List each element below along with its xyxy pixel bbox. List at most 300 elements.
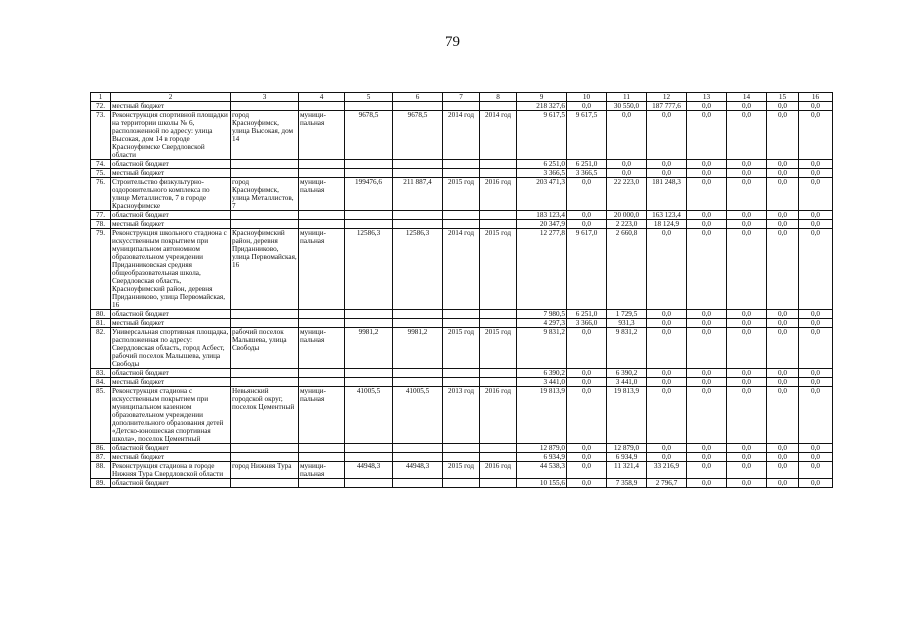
- col-header: 16: [799, 93, 833, 102]
- table-row: [91, 102, 833, 111]
- row-year-2014: 0,0: [567, 211, 607, 220]
- row-name: областной бюджет: [111, 211, 231, 220]
- row-cost: 9678,5: [393, 111, 443, 160]
- row-year-2019: 0,0: [767, 444, 799, 453]
- row-ownership: [299, 369, 345, 378]
- row-ownership: [299, 211, 345, 220]
- row-ownership: муници-пальная: [299, 229, 345, 310]
- table-row: [91, 369, 833, 378]
- row-year-2019: 0,0: [767, 310, 799, 319]
- row-cost: 12586,3: [393, 229, 443, 310]
- table-row: [91, 444, 833, 453]
- row-year-2017: 0,0: [687, 369, 727, 378]
- row-year-2019: 0,0: [767, 169, 799, 178]
- row-year-2020: 0,0: [799, 220, 833, 229]
- table-row: [91, 378, 833, 387]
- row-estimate: [345, 369, 393, 378]
- row-year-2020: 0,0: [799, 310, 833, 319]
- row-year-2017: 0,0: [687, 220, 727, 229]
- row-year-2018: 0,0: [727, 160, 767, 169]
- row-year-2020: 0,0: [799, 211, 833, 220]
- row-year-2017: 0,0: [687, 111, 727, 160]
- row-year-2018: 0,0: [727, 169, 767, 178]
- row-year-2016: 18 124,9: [647, 220, 687, 229]
- row-end-year: [480, 211, 517, 220]
- row-start-year: [443, 211, 480, 220]
- row-year-2020: 0,0: [799, 444, 833, 453]
- row-location: [231, 102, 299, 111]
- row-start-year: 2014 год: [443, 229, 480, 310]
- row-year-2014: 0,0: [567, 444, 607, 453]
- row-ownership: [299, 479, 345, 488]
- row-year-2018: 0,0: [727, 369, 767, 378]
- row-total: 12 879,0: [517, 444, 567, 453]
- row-location: [231, 319, 299, 328]
- row-year-2016: 0,0: [647, 378, 687, 387]
- row-end-year: 2016 год: [480, 178, 517, 211]
- row-estimate: 41005,5: [345, 387, 393, 444]
- row-year-2019: 0,0: [767, 453, 799, 462]
- row-year-2019: 0,0: [767, 387, 799, 444]
- row-year-2016: 33 216,9: [647, 462, 687, 479]
- row-cost: 211 887,4: [393, 178, 443, 211]
- row-year-2014: 0,0: [567, 328, 607, 369]
- col-header: 9: [517, 93, 567, 102]
- row-ownership: [299, 444, 345, 453]
- row-ownership: [299, 160, 345, 169]
- row-cost: [393, 160, 443, 169]
- row-year-2015: 0,0: [607, 160, 647, 169]
- row-total: 183 123,4: [517, 211, 567, 220]
- row-ownership: муници-пальная: [299, 462, 345, 479]
- row-year-2020: 0,0: [799, 328, 833, 369]
- row-year-2018: 0,0: [727, 378, 767, 387]
- row-total: 3 441,0: [517, 378, 567, 387]
- row-estimate: [345, 319, 393, 328]
- row-year-2014: 3 366,0: [567, 319, 607, 328]
- row-start-year: 2015 год: [443, 328, 480, 369]
- row-year-2018: 0,0: [727, 220, 767, 229]
- row-location: [231, 479, 299, 488]
- row-start-year: [443, 444, 480, 453]
- col-header: 15: [767, 93, 799, 102]
- row-year-2015: 7 358,9: [607, 479, 647, 488]
- row-year-2019: 0,0: [767, 319, 799, 328]
- row-year-2014: 9 617,0: [567, 229, 607, 310]
- row-year-2014: 6 251,0: [567, 160, 607, 169]
- row-end-year: 2016 год: [480, 387, 517, 444]
- row-name: областной бюджет: [111, 479, 231, 488]
- row-year-2020: 0,0: [799, 369, 833, 378]
- row-year-2020: 0,0: [799, 319, 833, 328]
- row-ownership: [299, 378, 345, 387]
- row-year-2015: 19 813,9: [607, 387, 647, 444]
- row-estimate: 12586,3: [345, 229, 393, 310]
- row-estimate: [345, 169, 393, 178]
- table-row: [91, 111, 833, 160]
- col-header: 10: [567, 93, 607, 102]
- row-year-2018: 0,0: [727, 178, 767, 211]
- table-body: [91, 93, 833, 488]
- row-number: 82.: [91, 328, 111, 369]
- row-number: 89.: [91, 479, 111, 488]
- row-location: [231, 169, 299, 178]
- row-year-2017: 0,0: [687, 387, 727, 444]
- row-year-2019: 0,0: [767, 160, 799, 169]
- table-row: [91, 319, 833, 328]
- row-location: [231, 453, 299, 462]
- row-number: 73.: [91, 111, 111, 160]
- row-cost: 9981,2: [393, 328, 443, 369]
- row-end-year: [480, 310, 517, 319]
- row-cost: [393, 220, 443, 229]
- row-name: местный бюджет: [111, 319, 231, 328]
- row-number: 74.: [91, 160, 111, 169]
- row-ownership: муници-пальная: [299, 328, 345, 369]
- row-name: местный бюджет: [111, 169, 231, 178]
- row-total: 218 327,6: [517, 102, 567, 111]
- row-end-year: [480, 479, 517, 488]
- row-year-2016: 0,0: [647, 319, 687, 328]
- row-year-2017: 0,0: [687, 169, 727, 178]
- row-year-2020: 0,0: [799, 102, 833, 111]
- row-start-year: [443, 453, 480, 462]
- row-year-2020: 0,0: [799, 462, 833, 479]
- row-year-2015: 12 879,0: [607, 444, 647, 453]
- row-total: 4 297,3: [517, 319, 567, 328]
- row-year-2019: 0,0: [767, 111, 799, 160]
- row-end-year: [480, 220, 517, 229]
- row-location: рабочий поселок Малышева, улица Свободы: [231, 328, 299, 369]
- row-name: местный бюджет: [111, 102, 231, 111]
- row-year-2018: 0,0: [727, 328, 767, 369]
- row-year-2015: 3 441,0: [607, 378, 647, 387]
- row-start-year: [443, 378, 480, 387]
- row-estimate: 199476,6: [345, 178, 393, 211]
- row-year-2015: 30 550,0: [607, 102, 647, 111]
- row-location: город Красноуфимск, улица Высокая, дом 14: [231, 111, 299, 160]
- row-year-2020: 0,0: [799, 378, 833, 387]
- col-header: 1: [91, 93, 111, 102]
- row-year-2014: 0,0: [567, 387, 607, 444]
- row-year-2016: 0,0: [647, 229, 687, 310]
- row-start-year: [443, 310, 480, 319]
- row-year-2016: 2 796,7: [647, 479, 687, 488]
- row-ownership: муници-пальная: [299, 178, 345, 211]
- row-name: Реконструкция стадиона с искусственным покрытием при муниципальном казенном образовательном учреждении дополнительного образования детей «Детско-юношеская спортивная школа», поселок Цементный: [111, 387, 231, 444]
- table-row: [91, 211, 833, 220]
- row-name: областной бюджет: [111, 444, 231, 453]
- row-year-2020: 0,0: [799, 111, 833, 160]
- col-header: 13: [687, 93, 727, 102]
- table-row: [91, 160, 833, 169]
- row-name: областной бюджет: [111, 310, 231, 319]
- row-total: 19 813,9: [517, 387, 567, 444]
- row-location: [231, 444, 299, 453]
- row-year-2017: 0,0: [687, 102, 727, 111]
- row-end-year: [480, 369, 517, 378]
- row-ownership: [299, 169, 345, 178]
- row-start-year: 2015 год: [443, 462, 480, 479]
- row-end-year: [480, 444, 517, 453]
- row-year-2018: 0,0: [727, 310, 767, 319]
- row-cost: [393, 479, 443, 488]
- row-start-year: [443, 160, 480, 169]
- row-year-2020: 0,0: [799, 387, 833, 444]
- row-end-year: 2016 год: [480, 462, 517, 479]
- row-location: [231, 160, 299, 169]
- row-total: 12 277,8: [517, 229, 567, 310]
- row-year-2014: 0,0: [567, 479, 607, 488]
- row-year-2018: 0,0: [727, 319, 767, 328]
- row-year-2016: 0,0: [647, 328, 687, 369]
- row-year-2015: 11 321,4: [607, 462, 647, 479]
- table-row: [91, 310, 833, 319]
- row-year-2018: 0,0: [727, 229, 767, 310]
- row-year-2020: 0,0: [799, 169, 833, 178]
- row-estimate: [345, 444, 393, 453]
- row-end-year: [480, 378, 517, 387]
- row-year-2017: 0,0: [687, 462, 727, 479]
- row-year-2018: 0,0: [727, 102, 767, 111]
- row-location: город Нижняя Тура: [231, 462, 299, 479]
- table-row: [91, 462, 833, 479]
- col-header: 8: [480, 93, 517, 102]
- row-estimate: [345, 479, 393, 488]
- row-end-year: 2015 год: [480, 328, 517, 369]
- row-estimate: 9678,5: [345, 111, 393, 160]
- row-ownership: [299, 453, 345, 462]
- row-number: 83.: [91, 369, 111, 378]
- row-name: Универсальная спортивная площадка, расположенная по адресу: Свердловская область, город Асбест, рабочий поселок Малышева, улица Свободы: [111, 328, 231, 369]
- row-year-2018: 0,0: [727, 444, 767, 453]
- row-cost: 41005,5: [393, 387, 443, 444]
- row-end-year: [480, 160, 517, 169]
- row-year-2018: 0,0: [727, 111, 767, 160]
- row-number: 75.: [91, 169, 111, 178]
- row-location: [231, 310, 299, 319]
- row-year-2018: 0,0: [727, 211, 767, 220]
- row-start-year: [443, 220, 480, 229]
- row-estimate: [345, 211, 393, 220]
- row-year-2017: 0,0: [687, 229, 727, 310]
- row-year-2020: 0,0: [799, 160, 833, 169]
- row-name: местный бюджет: [111, 378, 231, 387]
- row-name: областной бюджет: [111, 160, 231, 169]
- row-year-2016: 0,0: [647, 453, 687, 462]
- row-number: 86.: [91, 444, 111, 453]
- row-cost: [393, 369, 443, 378]
- row-year-2016: 0,0: [647, 111, 687, 160]
- row-location: Красноуфимский район, деревня Приданниково, улица Первомайская, 16: [231, 229, 299, 310]
- col-header: 11: [607, 93, 647, 102]
- row-total: 6 251,0: [517, 160, 567, 169]
- table-row: [91, 453, 833, 462]
- col-header: 3: [231, 93, 299, 102]
- row-name: Строительство физкультурно-оздоровительного комплекса по улице Металлистов, 7 в городе Красноуфимске: [111, 178, 231, 211]
- row-name: местный бюджет: [111, 220, 231, 229]
- row-ownership: муници-пальная: [299, 387, 345, 444]
- row-year-2017: 0,0: [687, 453, 727, 462]
- row-cost: [393, 102, 443, 111]
- row-year-2014: 9 617,5: [567, 111, 607, 160]
- row-year-2016: 0,0: [647, 369, 687, 378]
- row-total: 20 347,9: [517, 220, 567, 229]
- row-year-2015: 2 660,8: [607, 229, 647, 310]
- row-year-2020: 0,0: [799, 178, 833, 211]
- col-header: 5: [345, 93, 393, 102]
- row-end-year: [480, 169, 517, 178]
- row-year-2014: 3 366,5: [567, 169, 607, 178]
- row-cost: 44948,3: [393, 462, 443, 479]
- row-year-2017: 0,0: [687, 328, 727, 369]
- row-year-2015: 931,3: [607, 319, 647, 328]
- row-number: 81.: [91, 319, 111, 328]
- row-year-2019: 0,0: [767, 479, 799, 488]
- row-year-2014: 0,0: [567, 102, 607, 111]
- row-ownership: [299, 310, 345, 319]
- table-row: [91, 229, 833, 310]
- row-number: 78.: [91, 220, 111, 229]
- col-header: 14: [727, 93, 767, 102]
- row-year-2016: 0,0: [647, 169, 687, 178]
- header-row: [91, 93, 833, 102]
- row-cost: [393, 211, 443, 220]
- row-year-2015: 20 000,0: [607, 211, 647, 220]
- row-estimate: [345, 378, 393, 387]
- row-end-year: 2015 год: [480, 229, 517, 310]
- row-number: 79.: [91, 229, 111, 310]
- row-total: 9 831,2: [517, 328, 567, 369]
- row-year-2019: 0,0: [767, 369, 799, 378]
- row-ownership: [299, 220, 345, 229]
- row-year-2018: 0,0: [727, 462, 767, 479]
- row-year-2017: 0,0: [687, 178, 727, 211]
- row-ownership: муници-пальная: [299, 111, 345, 160]
- row-estimate: 9981,2: [345, 328, 393, 369]
- row-estimate: [345, 102, 393, 111]
- row-year-2016: 0,0: [647, 387, 687, 444]
- row-number: 84.: [91, 378, 111, 387]
- row-name: Реконструкция стадиона в городе Нижняя Тура Свердловской области: [111, 462, 231, 479]
- row-number: 76.: [91, 178, 111, 211]
- table-row: [91, 387, 833, 444]
- row-estimate: 44948,3: [345, 462, 393, 479]
- row-total: 44 538,3: [517, 462, 567, 479]
- row-year-2017: 0,0: [687, 310, 727, 319]
- table-row: [91, 169, 833, 178]
- row-location: Невьянский городской округ, поселок Цементный: [231, 387, 299, 444]
- row-total: 6 934,9: [517, 453, 567, 462]
- row-number: 87.: [91, 453, 111, 462]
- row-location: [231, 211, 299, 220]
- col-header: 6: [393, 93, 443, 102]
- row-end-year: 2014 год: [480, 111, 517, 160]
- row-number: 77.: [91, 211, 111, 220]
- row-year-2019: 0,0: [767, 102, 799, 111]
- row-year-2017: 0,0: [687, 444, 727, 453]
- row-year-2014: 0,0: [567, 178, 607, 211]
- row-year-2020: 0,0: [799, 453, 833, 462]
- row-number: 72.: [91, 102, 111, 111]
- row-start-year: [443, 369, 480, 378]
- row-year-2014: 0,0: [567, 378, 607, 387]
- row-cost: [393, 310, 443, 319]
- row-total: 6 390,2: [517, 369, 567, 378]
- row-year-2014: 0,0: [567, 462, 607, 479]
- row-year-2016: 0,0: [647, 310, 687, 319]
- row-start-year: [443, 102, 480, 111]
- row-year-2014: 0,0: [567, 220, 607, 229]
- col-header: 12: [647, 93, 687, 102]
- row-year-2017: 0,0: [687, 211, 727, 220]
- row-year-2016: 0,0: [647, 444, 687, 453]
- row-year-2018: 0,0: [727, 479, 767, 488]
- row-cost: [393, 319, 443, 328]
- row-start-year: [443, 319, 480, 328]
- row-name: областной бюджет: [111, 369, 231, 378]
- row-start-year: [443, 169, 480, 178]
- row-total: 10 155,6: [517, 479, 567, 488]
- row-estimate: [345, 220, 393, 229]
- row-year-2020: 0,0: [799, 229, 833, 310]
- row-year-2017: 0,0: [687, 319, 727, 328]
- row-year-2014: 0,0: [567, 453, 607, 462]
- row-location: город Красноуфимск, улица Металлистов, 7: [231, 178, 299, 211]
- row-year-2015: 22 223,0: [607, 178, 647, 211]
- row-year-2019: 0,0: [767, 211, 799, 220]
- page-number: 79: [445, 34, 460, 50]
- row-cost: [393, 453, 443, 462]
- budget-table: [90, 92, 833, 488]
- row-year-2015: 0,0: [607, 111, 647, 160]
- row-cost: [393, 378, 443, 387]
- row-cost: [393, 169, 443, 178]
- col-header: 7: [443, 93, 480, 102]
- row-year-2015: 0,0: [607, 169, 647, 178]
- row-year-2018: 0,0: [727, 387, 767, 444]
- row-year-2018: 0,0: [727, 453, 767, 462]
- table-row: [91, 328, 833, 369]
- row-number: 85.: [91, 387, 111, 444]
- row-total: 9 617,5: [517, 111, 567, 160]
- row-year-2019: 0,0: [767, 462, 799, 479]
- table-row: [91, 178, 833, 211]
- row-year-2019: 0,0: [767, 378, 799, 387]
- col-header: 4: [299, 93, 345, 102]
- row-year-2016: 163 123,4: [647, 211, 687, 220]
- row-start-year: 2013 год: [443, 387, 480, 444]
- row-name: Реконструкция спортивной площадки на территории школы № 6, расположенной по адресу: улица Высокая, дом 14 в городе Красноуфимске Свердловской области: [111, 111, 231, 160]
- row-ownership: [299, 102, 345, 111]
- row-year-2019: 0,0: [767, 178, 799, 211]
- row-start-year: 2015 год: [443, 178, 480, 211]
- row-number: 88.: [91, 462, 111, 479]
- row-location: [231, 369, 299, 378]
- row-year-2016: 0,0: [647, 160, 687, 169]
- row-year-2016: 181 248,3: [647, 178, 687, 211]
- row-end-year: [480, 453, 517, 462]
- row-name: местный бюджет: [111, 453, 231, 462]
- table-row: [91, 220, 833, 229]
- row-year-2017: 0,0: [687, 160, 727, 169]
- row-ownership: [299, 319, 345, 328]
- row-location: [231, 220, 299, 229]
- row-year-2014: 6 251,0: [567, 310, 607, 319]
- row-total: 7 980,5: [517, 310, 567, 319]
- row-total: 203 471,3: [517, 178, 567, 211]
- row-end-year: [480, 102, 517, 111]
